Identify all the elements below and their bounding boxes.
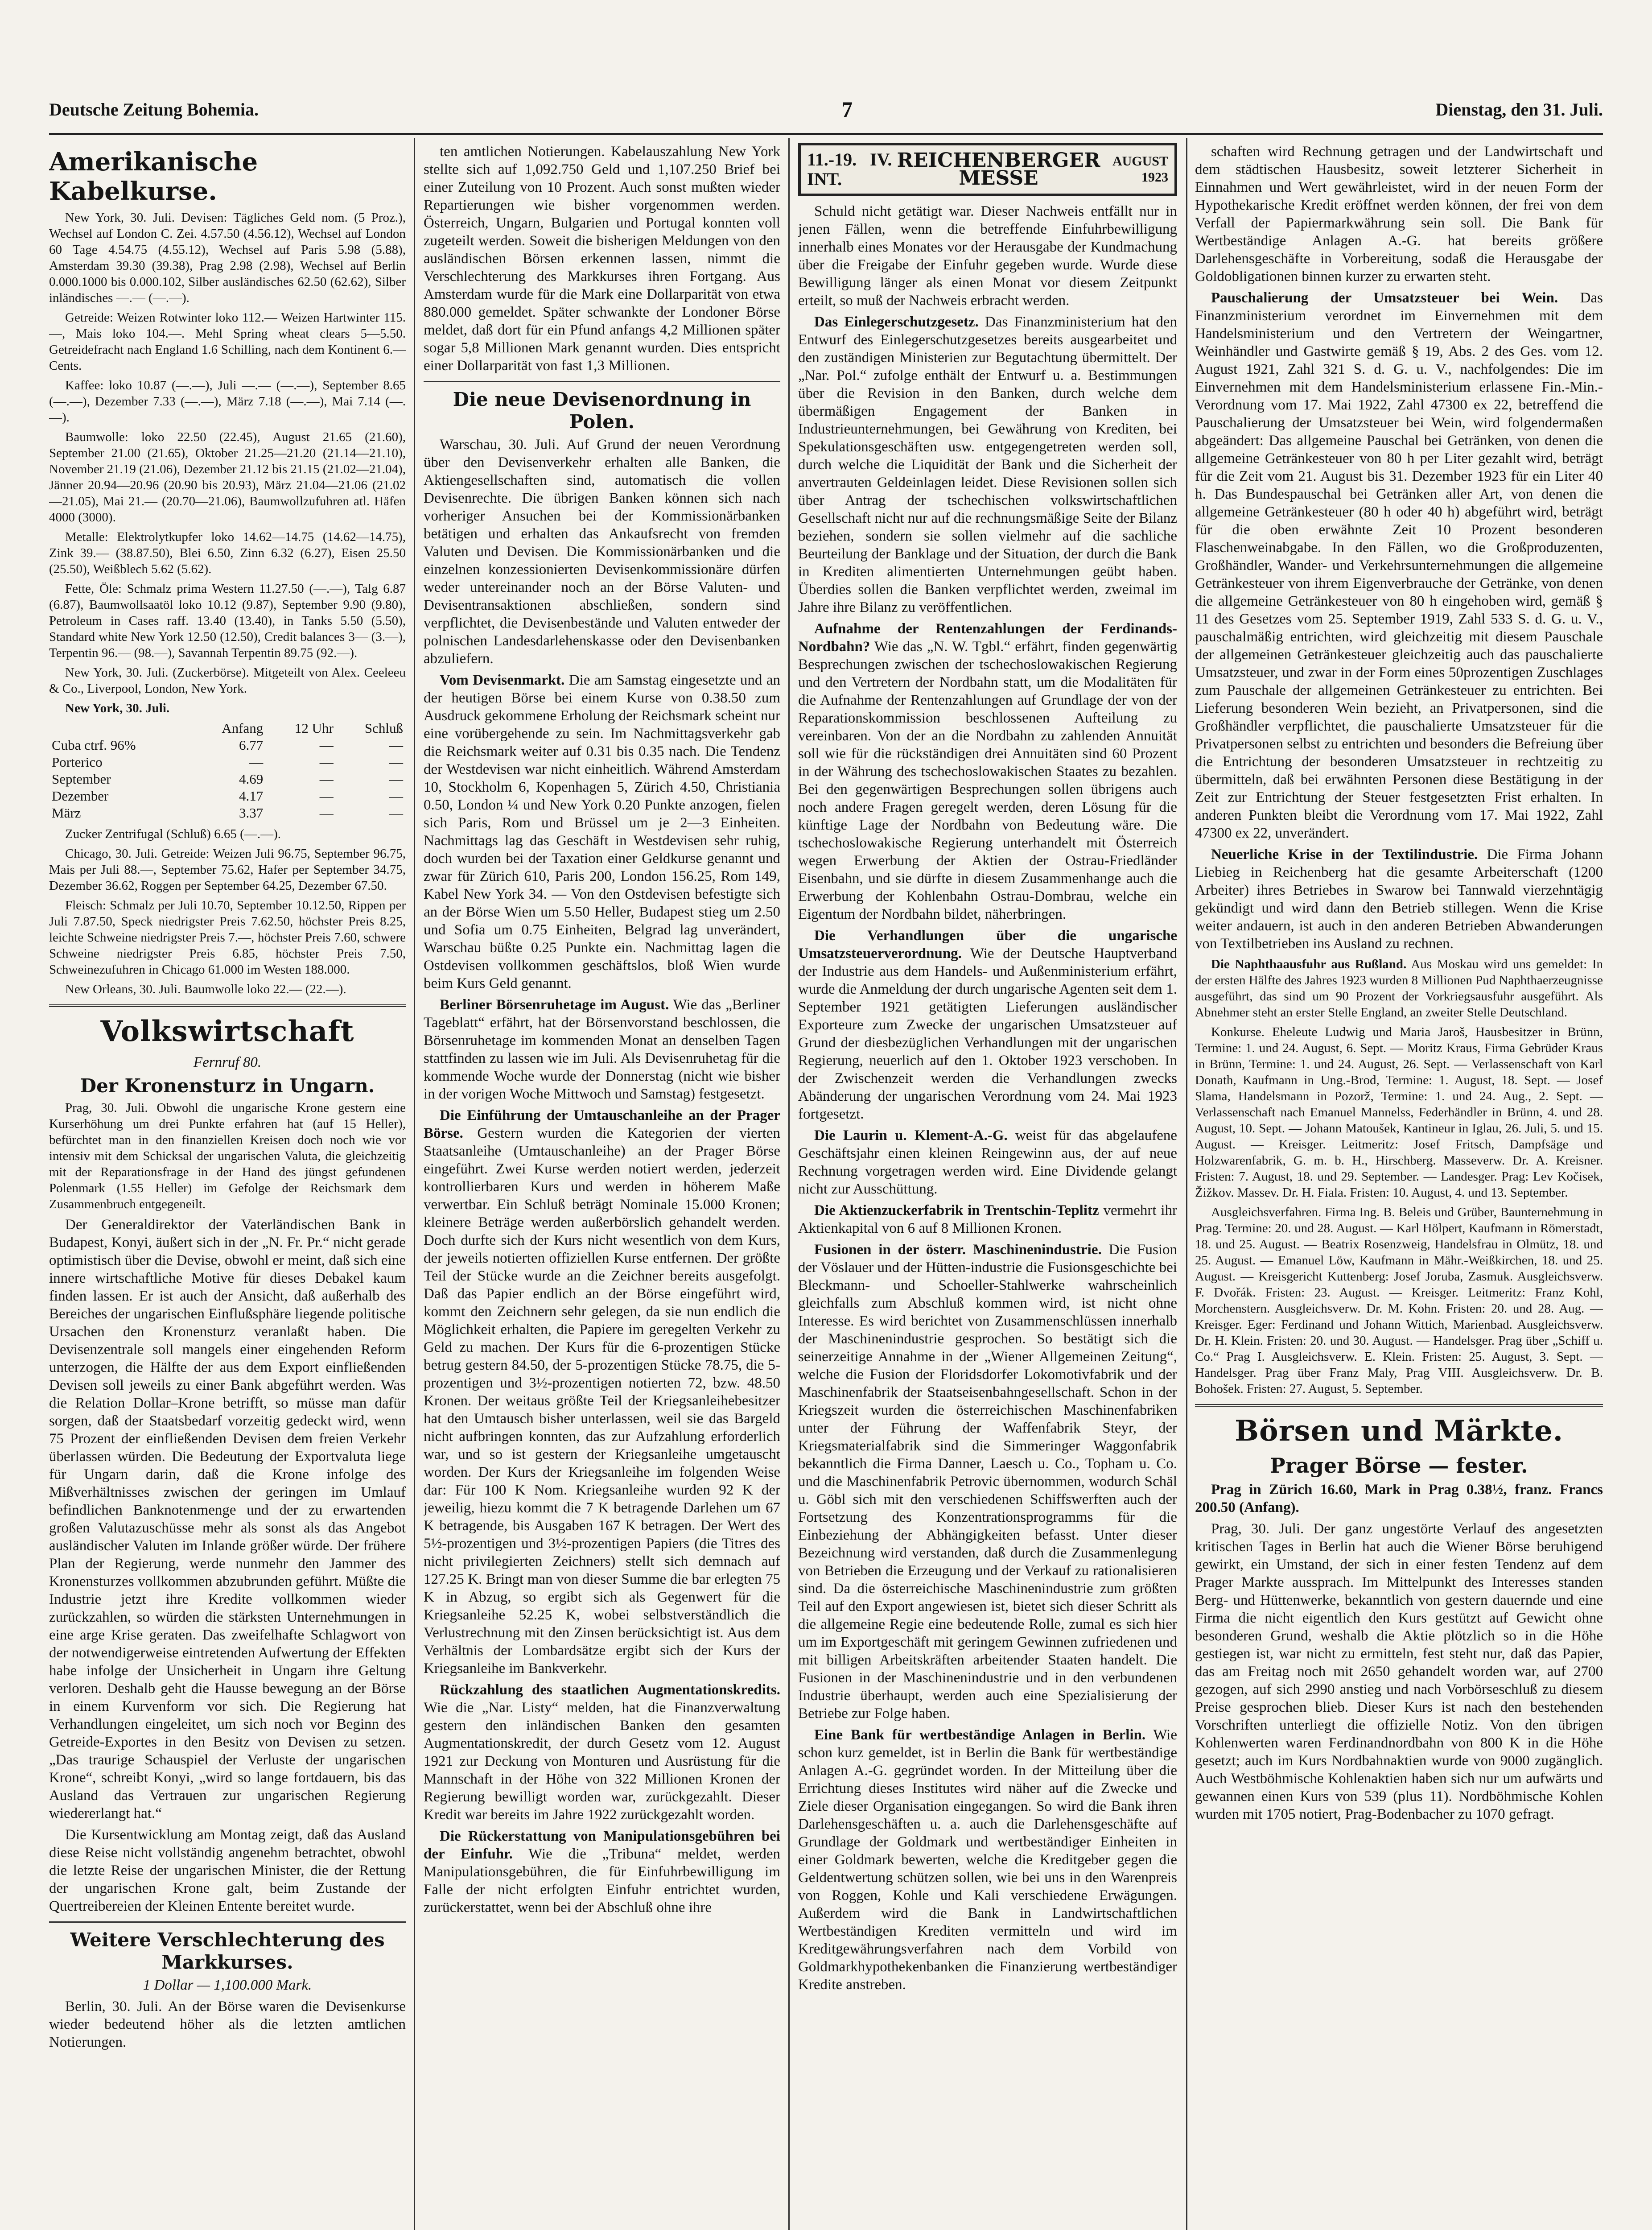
ad-year: AUGUST 1923 [1112,154,1168,185]
table-row [49,805,406,822]
section-subtitle: Fernruf 80. [193,1054,262,1070]
article-title-inline: Pauschalierung der Umsatzsteuer bei Wein. [1211,290,1558,306]
paragraph: Baumwolle: loko 22.50 (22.45), August 21.65 (21.60), September 21.00 (21.65), Oktober 21.25—21.20 (21.14—21.10), November 21.19 (21.06), Dezember 21.12 bis 21.15 (21.02—21.04), Jänner 20.94—20.96 (20.90 bis 20.93), März 21.04—21.06 (21.02—21.05), Mai 21.— (20.70—21.06), Baumwollzufuhren atl. Häfen 4000 (3000). [49,430,406,524]
paragraph: Chicago, 30. Juli. Getreide: Weizen Juli 96.75, September 96.75, Mais per Juli 88.—, September 75.62, Hafer per September 34.75, Dezember 36.62, Roggen per September 64.25, Dezember 67.50. [49,847,406,893]
article-subtitle: Prag in Zürich 16.60, Mark in Prag 0.38½, franz. Francs 200.50 (Anfang). [1195,1482,1603,1516]
table-cell: Cuba ctrf. 96% [52,737,136,753]
paragraph: Wie schon kurz gemeldet, ist in Berlin die Bank für wertbeständige Anlagen A.-G. gegründet worden. In der Mitteilung über die Errichtung dieses Institutes wird näher auf die Zwecke und Ziele dieser Organisation eingegangen. So wird die Bank ihren Darlehensgeschäften u. a. auch die Darlehensgeschäfte auf Grundlage der Goldmark und wertbeständiger Einheiten in einer Goldmark bewerten, welche die Kreditgeber gegen die Geldentwertung schützen sollen, wie bei uns in den Warenpreis von Roggen, Kohle und Kali verschiedene Erwägungen. Außerdem wird die Bank in Landwirtschaftlichen Wertbeständigen Krediten vermitteln und wird im Kreditgewährungsverfahren nach dem Vorbild von Goldmarkhypothekenbanken die Finanzierung wertbeständiger Kredite anstreben. [798,1727,1177,1993]
column-divider [788,138,790,2230]
paragraph: Die Fusion der Vöslauer und der Hütten-industrie die Fusionsgeschichte bei Bleckmann- und Schoeller-Stahlwerke wahrscheinlich gleichfalls zum Abschluß kommen wird, ist nicht ohne Interesse. Es wird berichtet von Zusammenschlüssen innerhalb der Maschinenindustrie gesprochen. So bestätigt sich die seinerzeitige Annahme in der „Wiener Allgemeinen Zeitung“, welche die Fusion der Floridsdorfer Lokomotivfabrik und der Maschinenfabrik der Staatseisenbahngesellschaft. Schon in der Kriegszeit wurden die österreichischen Maschinenfabriken unter der Führung der Waffenfabrik Steyr, der Kriegsmaterialfabrik sind die Simmeringer Waggonfabrik bekanntlich die Firma Danner, Laesch u. Co., Topham u. Co. und die Maschinenfabrik Petrovic übernommen, wodurch Schäl u. Göbl sich mit den verschiedenen Schiffswerften auch der Fortsetzung des Konzentrationsprogramms für die Einbeziehung der Abhängigkeiten befasst. Unter dieser Bezeichnung wird verstanden, daß durch die Zusammenlegung von Betrieben die Erzeugung und der Verkauf zu rationalisieren sind. Da die österreichische Maschinenindustrie zum größten Teil auf den Export angewiesen ist, bietet sich dieser Schritt als die allgemeine Regie eine bedeutende Rolle, zumal es sich hier um im Exportgeschäft mit geringem Gewinnen zufriedenen und mit billigen Arbeitskräften arbeitender Staaten handelt. Die Fusionen in der Maschinenindustrie und in den verbundenen Industrie überhaupt, werden auch eine Spezialisierung der Betriebe zur Folge haben. [798,1242,1177,1722]
article-title-inline: Rückzahlung des staatlichen Augmentationskredits. [440,1682,780,1698]
paragraph: weist für das abgelaufene Geschäftsjahr einen kleinen Reingewinn aus, der auf neue Rechnung vorgetragen werden wird. Eine Dividende gelangt nicht zur Ausschüttung. [798,1127,1177,1197]
paragraph: Die Kursentwicklung am Montag zeigt, daß das Ausland diese Reise nicht vollständig angenehm betrachtet, obwohl die letzte Reise der ungarischen Minister, die der Rettung der ungarischen Krone galt, beim Zustande der Quertreibereien der Kleinen Entente bereitet wurde. [49,1827,406,1914]
table-row [49,771,406,788]
article-title-inline: Die Einführung der Umtauschanleihe an der Prager Börse. [424,1107,780,1141]
table-cell: März [52,805,81,821]
table-cell: — [319,737,334,753]
paragraph: Wie die „Nar. Listy“ melden, hat die Finanzverwaltung gestern den inländischen Banken den gesamten Augmentationskredit, der durch Gesetz vom 12. August 1921 zur Deckung von Monturen und Ausrüstung für die Mannschaft in der Höhe von 322 Millionen Kronen der Regierung bewilligt worden war, zurückgezahlt. Dieser Kredit war bereits im Jahre 1922 zurückgezahlt worden. [424,1700,780,1823]
paragraph: Fleisch: Schmalz per Juli 10.70, September 10.12.50, Rippen per Juli 7.87.50, Speck niedrigster Preis 7.62.50, höchster Preis 8.25, leichte Schweine niedrigster Preis 7.—, höchster Preis 7.60, schwere Schweine niedrigster Preis 6.85, höchster Preis 7.50, Schweinezufuhren in Chicago 61.000 im Westen 188.000. [49,898,406,977]
table-cell: — [389,737,403,753]
section-title: Amerikanische Kabelkurse. [49,147,258,206]
paragraph: Wie der Deutsche Hauptverband der Industrie aus dem Handels- und Außenministerium erfährt, wurde die Anmeldung der durch ungarische Agenten seit dem 1. September 1921 getätigten Lieferungen ausländischer Exporteure zum Zwecke der ungarischen Umsatzsteuer auf Grund der diesbezüglichen Verhandlungen mit der ungarischen Regierung, neuerlich auf den 1. Oktober 1923 verschoben. In der Zwischenzeit werden die Verhandlungen zwecks Abänderung der ungarischen Verordnung vom 24. Mai 1923 fortgesetzt. [798,946,1177,1122]
table-header-row [49,720,406,737]
table-cell: — [249,754,264,770]
table-cell: — [389,754,403,770]
table-row [49,737,406,754]
table-cell: 4.17 [239,788,264,804]
paragraph: Konkurse. Eheleute Ludwig und Maria Jaroš, Hausbesitzer in Brünn, Termine: 1. und 24. August, 6. Sept. — Moritz Kraus, Firma Gebrüder Kraus in Brünn, Termine: 1. und 24. August, 26. Sept. — Verlassenschaft von Karl Donath, Kaufmann in Ung.-Brod, Termine: 1. August, 18. Sept. — Josef Slama, Handelsmann in Pozorž, Termine: 1. und 24. Aug., 2. Sept. — Verlassenschaft nach Emanuel Mannelss, Federhändler in Brünn, 4. und 28. August, 10. Sept. — Johann Matoušek, Kantineur in Iglau, 26. Juli, 5. und 15. August. — Kreisger. Leitmeritz: Josef Fritsch, Dampfsäge und Holzwarenfabrik, G. m. b. H., Hirschberg. Masseverw. Dr. A. Kreisner. Fristen: 7. August, 18. und 29. September. — Landesger. Prag: Lev Kočisek, Žižkov. Massev. Dr. H. Fiala. Fristen: 10. August, 4. und 13. September. [1195,1025,1603,1200]
sugar-price-table [49,720,406,822]
section-rule [49,1004,406,1007]
column-1 [49,143,406,2230]
paragraph: Das Finanzministerium hat den Entwurf des Einlegerschutzgesetzes bereits ausgearbeitet und den zuständigen Ministerien zur Begutachtung übermittelt. Der „Nar. Pol.“ zufolge enthält der Entwurf u. a. Bestimmungen über die Revision in den Banken, durch welche dem übermäßigen Engagement der Banken in Industrieunternehmungen, bei Gewährung von Krediten, bei Spekulationsgeschäften usw. entgegengetreten werden soll, durch welche die Liquidität der Bank und die Sicherheit der anvertrauten Geldeinlagen leidet. Diese Revisionen sollen sich über Antrag der tschechischen volkswirtschaftlichen Gesellschaft nicht nur auf die rechnungsmäßige Seite der Bilanz beziehen, sondern sie sollen vielmehr auf die sachliche Beurteilung der Banklage und der Situation, der durch die Bank in Krediten alimentierten Unternehmungen geübt haben. Überdies sollen die Banken verpflichtet werden, zweimal im Jahre ihre Bilanz zu veröffentlichen. [798,314,1177,615]
paragraph: Fette, Öle: Schmalz prima Western 11.27.50 (—.—), Talg 6.87 (6.87), Baumwollsaatöl loko 10.12 (9.87), September 9.90 (9.80), Petroleum in Cases raff. 13.40 (13.40), in Tanks 5.50 (5.50), Standard white New York 12.50 (12.50), Credit balances 3— (3.—), Terpentin 96.— (98.—), Savannah Terpentin 89.75 (92.—). [49,582,406,660]
article-title-inline: Aufnahme der Rentenzahlungen der Ferdinands-Nordbahn? [798,621,1177,655]
article-title: Die neue Devisenordnung in Polen. [453,388,751,433]
section-title: Volkswirtschaft [100,1015,354,1048]
column-4 [1195,143,1603,2230]
paragraph: New York, 30. Juli. (Zuckerbörse). Mitgeteilt von Alex. Ceeleeu & Co., Liverpool, London, New York. [49,665,406,696]
table-cell: 3.37 [239,805,264,821]
paragraph: Kaffee: loko 10.87 (—.—), Juli —.— (—.—), September 8.65 (—.—), Dezember 7.33 (—.—), März 7.18 (—.—), Mai 7.14 (—.—). [49,378,406,425]
table-cell: — [389,805,403,821]
paragraph: Wie das „Berliner Tageblatt“ erfährt, hat der Börsenvorstand beschlossen, die Börsenruhetage im kommenden Monat an denselben Tagen stattfinden zu lassen wie im Juli. Als Devisenruhetag für die kommende Woche wurde der Donnerstag (nicht wie bisher in der vorigen Woche Mittwoch und Samstag) festgesetzt. [424,997,780,1102]
table-cell: September [52,771,111,787]
article-title-inline: Die Verhandlungen über die ungarische Umsatzsteuerverordnung. [798,928,1177,962]
table-cell: Porterico [52,754,103,770]
paragraph: New York, 30. Juli. Devisen: Tägliches Geld nom. (5 Proz.), Wechsel auf London C. Zei. 4.57.50 (4.56.12), Wechsel auf London 60 Tage 4.54.75 (4.55.12), Wechsel auf Paris 5.98 (5.88), Amsterdam 39.30 (39.38), Prag 2.98 (2.98), Wechsel auf Berlin 0.000.1000 bis 0.000.102, Silber ausländisches 62.50 (62.62), Silber inländisches —.— (—.—). [49,211,406,305]
article-title-inline: Berliner Börsenruhetage im August. [440,997,669,1013]
paragraph: ten amtlichen Notierungen. Kabelauszahlung New York stellte sich auf 1,092.750 Geld und 1,107.250 Brief bei einer Zuteilung von 10 Prozent. Auch sonst mußten wieder Repartierungen wie bisher vorgenommen werden. Österreich, Ungarn, Bulgarien und Portugal konnten voll zugeteilt werden. Soweit die bisherigen Meldungen von den ausländischen Börsen erkennen lassen, nimmt die Verschlechterung des Markkurses ihren Fortgang. Aus Amsterdam wurde für die Mark eine Dollarparität von etwa 880.000 gemeldet. Später schwankte der Londoner Börse meldet, daß dort für ein Pfund anfangs 4,2 Millionen später sogar 5,8 Millionen Mark genannt wurden. Dies entspricht einer Dollarparität von fast 1,3 Millionen. [424,144,780,374]
paragraph: Berlin, 30. Juli. An der Börse waren die Devisenkurse wieder bedeutend höher als die letzten amtlichen Notierungen. [49,1999,406,2050]
table-cell [49,720,191,737]
column-3 [798,143,1177,2230]
masthead-date: Dienstag, den 31. Juli. [1435,99,1603,120]
article-title-inline: Die Rückerstattung von Manipulationsgebühren bei der Einfuhr. [424,1828,780,1862]
paragraph: Die Firma Johann Liebieg in Reichenberg hat die gesamte Arbeiterschaft (1200 Arbeiter) ihres Betriebes in Swarow bei Tannwald vierzehntägig gekündigt und wird dann den Betrieb stillegen. Wenn die Krise weiter andauern, ist auch in den anderen Betrieben Abwanderungen von Textilbetrieben ins Ausland zu rechnen. [1195,847,1603,952]
paragraph: Warschau, 30. Juli. Auf Grund der neuen Verordnung über den Devisenverkehr erhalten alle Banken, die Aktiengesellschaften sind, automatisch die vollen Devisenrechte. Die übrigen Banken können sich nach vorheriger Ansuchen bei der Kommissionärbanken betätigen und erhalten das Ankaufsrecht von fremden Valuten und Devisen. Die Kommissionärbanken und die einzelnen konzessionierten Devisenkommissionäre dürfen weder untereinander noch an der Börse Valuten- und Devisentransaktionen abschließen, sondern sind verpflichtet, die Devisenbestände und Valuten entweder der polnischen Landesdarlehenskasse oder den Devisenbanken abzuliefern. [424,437,780,667]
header-rule [49,133,1603,135]
article-rule [49,1921,406,1923]
paragraph: New Orleans, 30. Juli. Baumwolle loko 22.— (22.—). [65,982,346,996]
paragraph: Metalle: Elektrolytkupfer loko 14.62—14.75 (14.62—14.75), Zink 39.— (38.87.50), Blei 6.50, Zinn 6.32 (6.27), Eisen 25.50 (25.50), Weißblech 5.62 (5.62). [49,530,406,576]
column-divider [1186,138,1187,2230]
column-divider [414,138,415,2230]
paragraph: Wie das „N. W. Tgbl.“ erfährt, finden gegenwärtig Besprechungen zwischen der tschechoslowakischen Regierung und den Vertretern der Nordbahn statt, um die Modalitäten für die Aufnahme der Rentenzahlungen auf Grundlage der von der Reparationskommission beschlossenen Aufteilung zu vereinbaren. Von der an die Nordbahn zu zahlenden Annuität soll wie für die rückständigen drei Annuitäten sind 60 Prozent in der Währung des tschechoslowakischen Staates zu bezahlen. Bei den gegenwärtigen Besprechungen sollen übrigens auch noch andere Fragen geregelt werden, deren Lösung für die künftige Lage der Nordbahn von Bedeutung wäre. Die tschechoslowakische Regierung unterhandelt mit Österreich wegen Erwerbung der Aktien der Ostrau-Friedländer Eisenbahn, und sie dürfte in diesem Zusammenhange auch die Erwerbung der Kohlenbahn Ostrau-Dombrau, welche ein Eigentum der Nordbahn bildet, näherbringen. [798,639,1177,922]
article-subtitle: 1 Dollar — 1,100.000 Mark. [143,1977,312,1993]
paragraph: schaften wird Rechnung getragen und der Landwirtschaft und dem städtischen Hausbesitz, soweit letzterer Sicherheit in Einnahmen und Wert gewährleistet, wird in der neuen Form der Hypothekarische Kredit eröffnet werden können, der frei von dem Verfall der Papiermarkwährung sein soll. Die Bank für Wertbeständige Anlagen A.-G. hat bereits größere Darlehensgeschäfte in Vorbereitung, sodaß die Herausgabe der Goldobligationen binnen kurzer zu erwarten steht. [1195,144,1603,285]
masthead-left: Deutsche Zeitung Bohemia. [49,99,259,120]
ad-dates: 11.-19. IV. INT. [807,149,892,189]
fair-advertisement [798,143,1177,196]
paragraph: Gestern wurden die Kategorien der vierten Staatsanleihe (Umtauschanleihe) an der Prager Börse eingeführt. Zwei Kurse werden notiert werden, jederzeit kontrollierbaren Kurs und werden in höherem Maße verwertbar. Ein Schluß beträgt Nominale 15.000 Kronen; kleinere Beträge werden außerbörslich gehandelt werden. Doch durfte sich der Kurs nicht wesentlich von dem Kurs, der jeweils notierten offiziellen Kurse entfernen. Der größte Teil der Stücke wurde an die Zeichner bereits ausgefolgt. Daß das Papier endlich an der Börse eingeführt wird, kommt den Zeichnern sehr gelegen, da sie nun endlich die Möglichkeit erhalten, die Papiere im geregelten Verkehr zu Geld zu machen. Der Kurs für die 6-prozentigen Stücke betrug gestern 84.50, der 5-prozentigen Stücke 78.75, die 5-prozentigen und 3½-prozentigen notierten 72, bzw. 48.50 Kronen. Der weitaus größte Teil der Kriegsanleihebesitzer hat den Umtausch bisher unterlassen, weil sie das Bargeld nicht aufbringen konnten, das zur Aufzahlung erforderlich war, und so ist gestern der Kriegsanleihe umgetauscht worden. Der Kurs der Kriegsanleihe im folgenden Weise dar: Für 100 K Nom. Kriegsanleihe wurden 92 K der jeweilig, hiezu kommt die 7 K betragende Darlehen um 67 K betragende, bis Ausgaben 167 K betragen. Der Wert des 5½-prozentigen und 3½-prozentigen Papiers (die Titres des nicht privilegierten Zeichners) stellt sich demnach auf 127.25 K. Bringt man von dieser Summe die bar erlegten 75 K in Abzug, so ergibt sich als Gegenwert für die Kriegsanleihe 52.25 K, wobei selbstverständlich die Verlustrechnung mit den Zinsen berücksichtigt ist. Aus dem Verhältnis der Lombardsätze ergibt sich der Kurs der Kriegsanleihe im Bankverkehr. [424,1125,780,1677]
table-cell: — [319,788,334,804]
table-cell: 6.77 [239,737,264,753]
paragraph: Das Finanzministerium verordnet im Einvernehmen mit dem Handelsministerium und den Vertretern der Weingartner, Weinhändler und Gastwirte gemäß § 19, Abs. 2 des Ges. vom 12. August 1921, Zahl 321 S. d. G. u. V., nachfolgendes: Die im Einvernehmen mit dem Handelsministerium erlassene Fin.-Min.-Verordnung vom 17. Mai 1922, Zahl 47300 ex 22, betreffend die Pauschalierung der Umsatzsteuer bei Wein, wird folgendermaßen abgeändert: Das allgemeine Pauschal bei Getränken, von denen die allgemeine Getränkesteuer von 80 h per Liter gezahlt wird, beträgt für die Zeit vom 21. August bis 31. Dezember 1923 für ein Liter 40 h. Das Bundespauschal bei Getränken aller Art, von denen die allgemeine Getränkesteuer (80 h oder 40 h) abgeführt wird, beträgt für die oben erwähnte Zeit 10 Prozent besonderen Flaschenweinabgabe. In den Fällen, wo die Großproduzenten, Großhändler, Wander- und Verkehrsunternehmungen die allgemeine Getränkesteuer von ihrem Eigenverbrauche der Getränke, von denen die allgemeine Getränkesteuer von 80 h eingehoben wird, gemäß § 11 des Gesetzes vom 25. September 1919, Zahl 533 S. d. G. u. V., pauschalmäßig entrichten, wird gleichzeitig mit diesem Pauschale der allgemeinen Getränkesteuer gleichzeitig auch das pauschalierte Umsatzsteuer, und zwar in der Form eines 50prozentigen Zuschlages zum Pauschale der allgemeinen Getränkesteuer zu entrichten. Bei Lieferung besonderen Wein bezieht, an Privatpersonen, sind die Großhändler verpflichtet, die pauschalierte Umsatzsteuer für die Privatpersonen selbst zu entrichten und besonders die Befreiung über die Entrichtung der besonderen Umsatzsteuer in rechtzeitig zu übermitteln, daß bei erwähnten Personen diese Bestätigung in der Zeit zur Entrichtung der Steuer festgesetzten Frist erhalten. In anderen Punkten bleibt die Verordnung vom 17. Mai 1922, Zahl 47300 ex 22, unverändert. [1195,290,1603,841]
paragraph: Wie die „Tribuna“ meldet, werden Manipulationsgebühren, die für Einfuhrbewilligung im Falle der nicht erfolgten Einfuhr entrichtet wurden, zurückerstattet, wenn bei der Abschluß ohne ihre [424,1846,780,1916]
column-2 [424,143,780,2230]
article-title: Weitere Verschlechterung des Markkurses. [70,1929,385,1973]
article-lead: Prag, 30. Juli. Obwohl die ungarische Krone gestern eine Kurserhöhung um drei Punkte erfahren hat (auf 15 Heller), befürchtet man in den finanziellen Kreisen doch noch wie vor intensiv mit dem Schicksal der ungarischen Valuta, die gleichzeitig mit der Reparationsfrage in der Hand des jüngst gefundenen Polenmark (1.55 Heller) im Gefolge der Reichsmark dem Zusammenbruch entgegeneilt. [49,1101,406,1211]
page-header [49,91,1603,127]
paragraph: Ausgleichsverfahren. Firma Ing. B. Beleis und Grüber, Baunternehmung in Prag. Termine: 20. und 28. August. — Karl Hölpert, Kaufmann in Römerstadt, 18. und 25. August. — Beatrix Rosenzweig, Handelsfrau in Olmütz, 18. und 25. August. — Emanuel Löw, Kaufmann in Mähr.-Weißkirchen, 18. und 25. August. — Kreisgericht Kuttenberg: Josef Joruba, Zasmuk. Ausgleichsverw. F. Dvořák. Fristen: 23. August. — Kreisger. Leitmeritz: Franz Kohl, Morchenstern. Ausgleichsverw. Dr. M. Kohn. Fristen: 20. und 28. Aug. — Kreisger. Eger: Ferdinand und Johann Wittich, Marienbad. Ausgleichsverw. Dr. H. Klein. Fristen: 20. und 30. August. — Handelsger. Prag über „Schiff u. Co.“ Prag I. Ausgleichsverw. E. Klein. Fristen: 25. August, 3. Sept. — Handelsger. Prag über Franz Maly, Prag VIII. Ausgleichsverw. Dr. B. Bohošek. Fristen: 27. August, 5. September. [1195,1205,1603,1396]
article-title-inline: Neuerliche Krise in der Textilindustrie. [1211,847,1478,863]
article-title: Prager Börse — fester. [1270,1454,1528,1478]
ad-title: REICHENBERGER MESSE [897,149,1100,190]
paragraph: vermehrt ihr Aktienkapital von 6 auf 8 Millionen Kronen. [798,1202,1177,1236]
article-title-inline: Die Laurin u. Klement-A.-G. [814,1127,1008,1144]
table-cell: — [319,805,334,821]
paragraph: Die am Samstag eingesetzte und an der heutigen Börse bei einem Kurse von 0.38.50 zum Ausdruck gekommene Erholung der Reichsmark scheint nur eine vorübergehende zu sein. Im Nachmittagsverkehr gab die Reichsmark weiter auf 0.31 bis 0.35 nach. Die Tendenz der Westdevisen war nicht einheitlich. Während Amsterdam 10, Stockholm 6, Kopenhagen 5, Zürich 4.50, Christiania 0.50, London ¼ und New York 0.20 Punkte anzogen, fielen sich Paris, Rom und Brüssel um je 2—3 Einheiten. Nachmittags lag das Geschäft in Westdevisen sehr ruhig, doch wurden bei der Taxation einer Geldkurse genannt und zwar für Zürich 610, Paris 200, London 156.25, Rom 149, Kabel New York 34. — Von den Ostdevisen befestigte sich an der Börse Wien um 5.50 Heller, Budapest stieg um 2.50 und Sofia um 0.75 Einheiten, Belgrad lag unverändert, Warschau büßte 0.25 Punkte ein. Nachmittag lagen die Ostdevisen vollkommen geschäftslos, bloß Wien wurde beim Kurs Geld genannt. [424,672,780,991]
article-title: Der Kronensturz in Ungarn. [80,1075,375,1097]
paragraph: Zucker Zentrifugal (Schluß) 6.65 (—.—). [65,827,281,841]
paragraph: Der Generaldirektor der Vaterländischen Bank in Budapest, Konyi, äußert sich in der „N. Fr. Pr.“ nicht gerade optimistisch über die Devise, obwohl er meint, daß sich eine innere wirtschaftliche Motive für dieses Debakel kaum finden lassen. Er ist auch der Ansicht, daß außerhalb des Bereiches der ungarischen Einflußsphäre liegende politische Ursachen den Kronensturz veranlaßt haben. Die Devisenzentrale soll mangels einer eingehenden Reform unterzogen, die Hälfte der aus dem Export einfließenden Devisen soll jeweils zu einer Bank abgeführt werden. Was die Relation Dollar–Krone betrifft, so müsse man dafür sorgen, daß der Staatsbedarf vorzeitig gedeckt wird, wenn 75 Prozent der einfließenden Devisen dem freien Verkehr überlassen würden. Die Bedeutung der Exportvaluta liege für Ungarn darin, daß die Krone infolge des Mißverhältnisses zwischen der geringen im Umlauf befindlichen Banknotenmenge und der zu erwartenden großen Valutazuschüsse mehr als sonst als das Angebot ausländischer Valuten im Inlande größer würde. Der frühere Plan der Regierung, werde nunmehr den Jammer des Kronensturzes vollkommen abzubrunden geführt. Müßte die Industrie jetzt ihre Kredite vollkommen wieder zurückzahlen, so würden die stärksten Unternehmungen in eine arge Krise geraten. Das zweifelhafte Schlagwort von der notwendigerweise eintretenden Aufwertung der Effekten habe infolge der Unsicherheit in Ungarn ihre Geltung verloren. Deshalb geht die Hausse bewegung an der Börse in einem Kurvenform vor sich. Die Regierung hat Verhandlungen eingeleitet, um sich noch vor Beginn des Getreide-Exportes in den Besitz von Devisen zu setzen. „Das traurige Schauspiel der Verluste der ungarischen Krone“, schreibt Konyi, „wird so lange fortdauern, bis das Ausland das Vertrauen zur ungarischen Regierung wiedererlangt hat.“ [49,1217,406,1821]
table-caption: New York, 30. Juli. [65,701,170,715]
article-title-inline: Die Naphthaausfuhr aus Rußland. [1211,957,1407,971]
article-rule [424,381,780,382]
table-cell: Anfang [222,720,264,736]
paragraph: Aus Moskau wird uns gemeldet: In der ersten Hälfte des Jahres 1923 wurden 8 Millionen Pud Naphthaerzeugnisse ausgeführt, das sind um 90 Prozent der Vorkriegsausfuhr ausgeführt. Als Abnehmer steht an erster Stelle England, an zweiter Stelle Deutschland. [1195,957,1603,1020]
table-cell: — [319,754,334,770]
paragraph: Prag, 30. Juli. Der ganz ungestörte Verlauf des angesetzten kritischen Tages in Berlin hat auch die Wiener Börse beruhigend gewirkt, ein Umstand, der sich in einer festen Tendenz auf dem Prager Markte aussprach. Im Mittelpunkt des Interesses standen Berg- und Hüttenwerke, bekanntlich von gestern dauernde und eine Firma die nicht eigentlich den Kurs gestützt auf Gewicht ohne besonderen Grund, weshalb die Aktie plötzlich so in die Höhe gestiegen ist, war nicht zu ermitteln, fest steht nur, daß das Papier, das am Freitag noch mit 2650 gehandelt worden war, auf 2700 gezogen, auf sich 2990 anstieg und nach Vorbörseschluß zu diesem Preise gesprochen blieb. Dieser Kurs ist nach den bestehenden Vorschriften unterliegt die offizielle Notiz. Von den übrigen Kohlenwerten waren Ferdinandnordbahn von 800 K in die Höhe gesetzt; auch im Kurs Nordbahnaktien wurde von 9000 zugänglich. Auch Westböhmische Kohlenaktien haben sich nur um aufwärts und gewannen einen Kurs von 539 (plus 11). Nordböhmische Kohlen wurden mit 1705 notiert, Prag-Bodenbacher zu 1070 gefragt. [1195,1521,1603,1822]
paragraph: Getreide: Weizen Rotwinter loko 112.— Weizen Hartwinter 115.—, Mais loko 104.—. Mehl Spring wheat clears 5—5.50. Getreidefracht nach England 1.6 Schilling, nach dem Kontinent 6.— Cents. [49,310,406,373]
article-title-inline: Fusionen in der österr. Maschinenindustrie. [814,1242,1102,1258]
table-cell: — [319,771,334,787]
paragraph: Schuld nicht getätigt war. Dieser Nachweis entfällt nur in jenen Fällen, wenn die betreffende Einfuhrbewilligung innerhalb eines Monates vor der Herausgabe der Kundmachung über die Freigabe der Einfuhr gegeben wurde. Wurde diese Bewilligung länger als einen Monat vor diesem Zeitpunkt erteilt, so muß der Nachweis erbracht werden. [798,203,1177,309]
article-title-inline: Die Aktienzuckerfabrik in Trentschin-Teplitz [814,1202,1099,1218]
table-cell: 12 Uhr [294,720,334,736]
table-cell: — [389,788,403,804]
table-cell: Dezember [52,788,109,804]
table-row [49,754,406,771]
table-cell: 4.69 [239,771,264,787]
article-title-inline: Eine Bank für wertbeständige Anlagen in Berlin. [814,1727,1146,1743]
section-rule [1195,1404,1603,1407]
article-title-inline: Das Einlegerschutzgesetz. [814,314,979,330]
section-title: Börsen und Märkte. [1234,1414,1564,1448]
table-cell: — [389,771,403,787]
table-row [49,788,406,805]
page-number: 7 [841,97,853,122]
table-cell: Schluß [364,720,403,736]
article-title-inline: Vom Devisenmarkt. [440,672,565,688]
